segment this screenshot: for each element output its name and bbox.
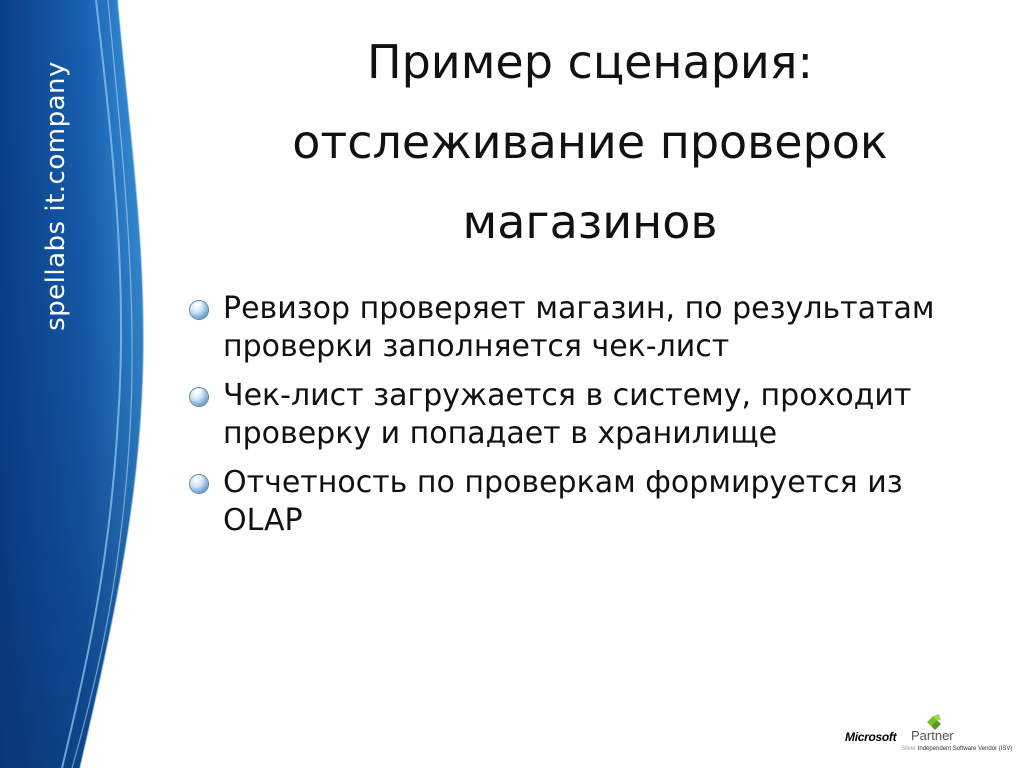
bullet-orb-icon — [190, 388, 208, 406]
bullet-text: Чек-лист загружается в систему, проходит проверку и попадает в хранилище — [223, 378, 912, 451]
sidebar-wave-graphic — [0, 0, 150, 768]
sidebar-decoration — [0, 0, 150, 768]
bullet-orb-icon — [190, 475, 208, 493]
bullet-item — [188, 290, 988, 366]
slide-title — [170, 22, 1010, 262]
partner-level: Silver — [901, 746, 917, 752]
partner-wordmark: Partner — [911, 728, 954, 743]
title-line-1: Пример сценария: — [367, 35, 813, 89]
title-line-2: отслеживание проверок — [292, 115, 888, 169]
bullet-text: Отчетность по проверкам формируется из OLAP — [223, 465, 903, 538]
title-line-3: магазинов — [462, 195, 718, 249]
microsoft-wordmark: Microsoft — [845, 730, 897, 744]
partner-competency: Independent Software Vendor (ISV) — [917, 746, 1013, 752]
bullet-item — [188, 464, 988, 540]
bullet-orb-icon — [190, 301, 208, 319]
sidebar-brand-text: spellabs it.company — [41, 61, 71, 331]
partner-subtitle — [901, 746, 1012, 752]
microsoft-partner-logo — [845, 712, 1020, 764]
bullet-list — [188, 290, 988, 551]
bullet-item — [188, 377, 988, 453]
bullet-text: Ревизор проверяет магазин, по результатам проверки заполняется чек-лист — [223, 291, 935, 364]
